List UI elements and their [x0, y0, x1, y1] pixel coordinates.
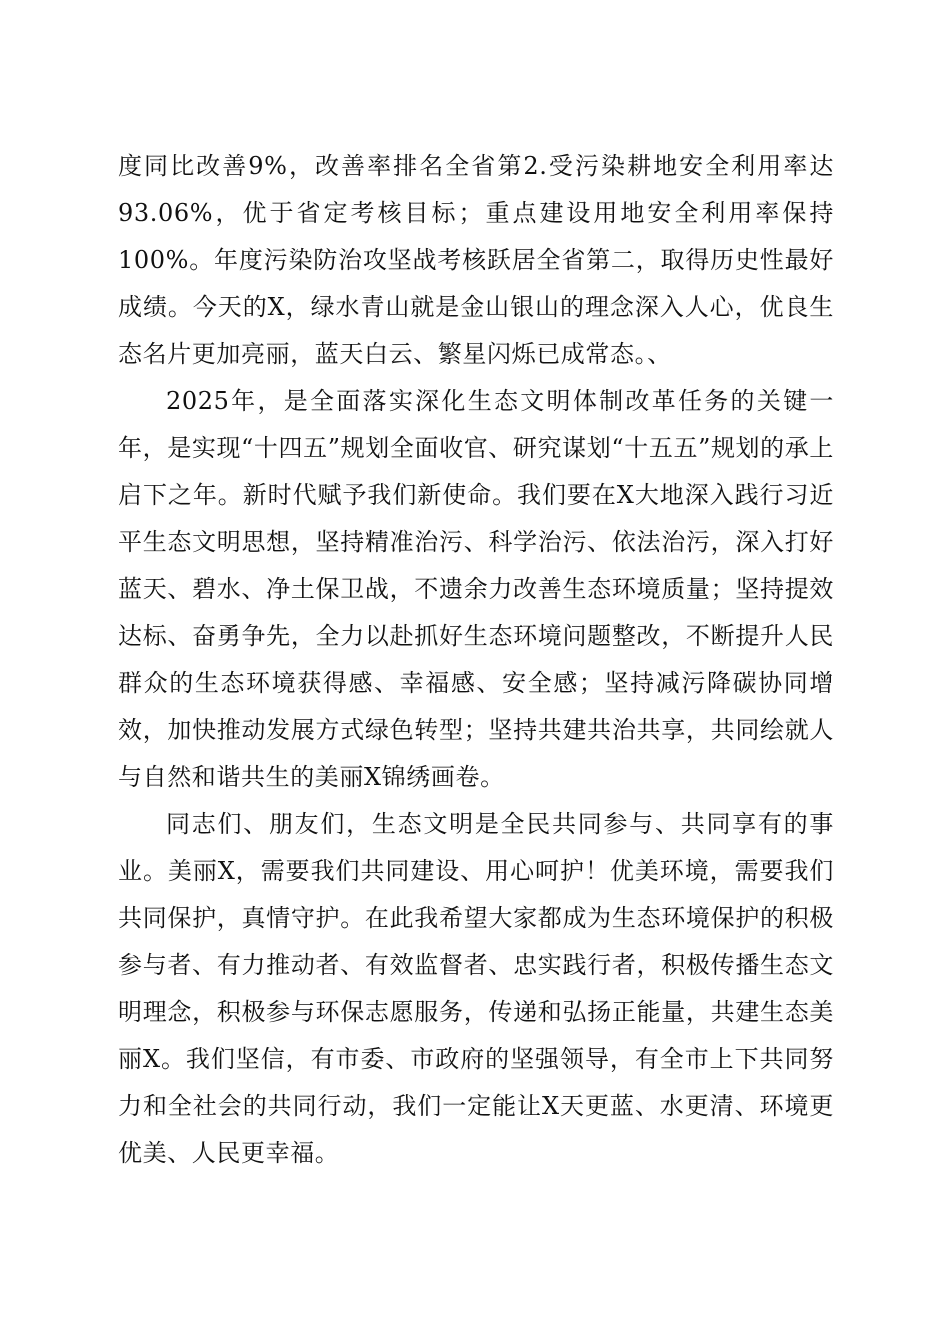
paragraph-2025-plan: 2025年，是全面落实深化生态文明体制改革任务的关键一年，是实现“十四五”规划全面收官、研究谋划“十五五”规划的承上启下之年。新时代赋予我们新使命。我们要在X大地深入践行习近平生态文明思想，坚持精准治污、科学治污、依法治污，深入打好蓝天、碧水、净土保卫战，不遗余力改善生态环境质量；坚持提效达标、奋勇争先，全力以赴抓好生态环境问题整改，不断提升人民群众的生态环境获得感、幸福感、安全感；坚持减污降碳协同增效，加快推动发展方式绿色转型；坚持共建共治共享，共同绘就人与自然和谐共生的美丽X锦绣画卷。	[118, 387, 834, 791]
paragraph-closing-appeal: 同志们、朋友们，生态文明是全民共同参与、共同享有的事业。美丽X，需要我们共同建设、用心呵护！优美环境，需要我们共同保护，真情守护。在此我希望大家都成为生态环境保护的积极参与者、有力推动者、有效监督者、忠实践行者，积极传播生态文明理念，积极参与环保志愿服务，传递和弘扬正能量，共建生态美丽X。我们坚信，有市委、市政府的坚强领导，有全市上下共同努力和全社会的共同行动，我们一定能让X天更蓝、水更清、环境更优美、人民更幸福。	[118, 810, 834, 1167]
document-body	[118, 143, 834, 1177]
paragraph-continuation: 度同比改善9%，改善率排名全省第2.受污染耕地安全利用率达93.06%，优于省定考核目标；重点建设用地安全利用率保持100%。年度污染防治攻坚战考核跃居全省第二，取得历史性最好成绩。今天的X，绿水青山就是金山银山的理念深入人心，优良生态名片更加亮丽，蓝天白云、繁星闪烁已成常态。、	[118, 152, 834, 368]
